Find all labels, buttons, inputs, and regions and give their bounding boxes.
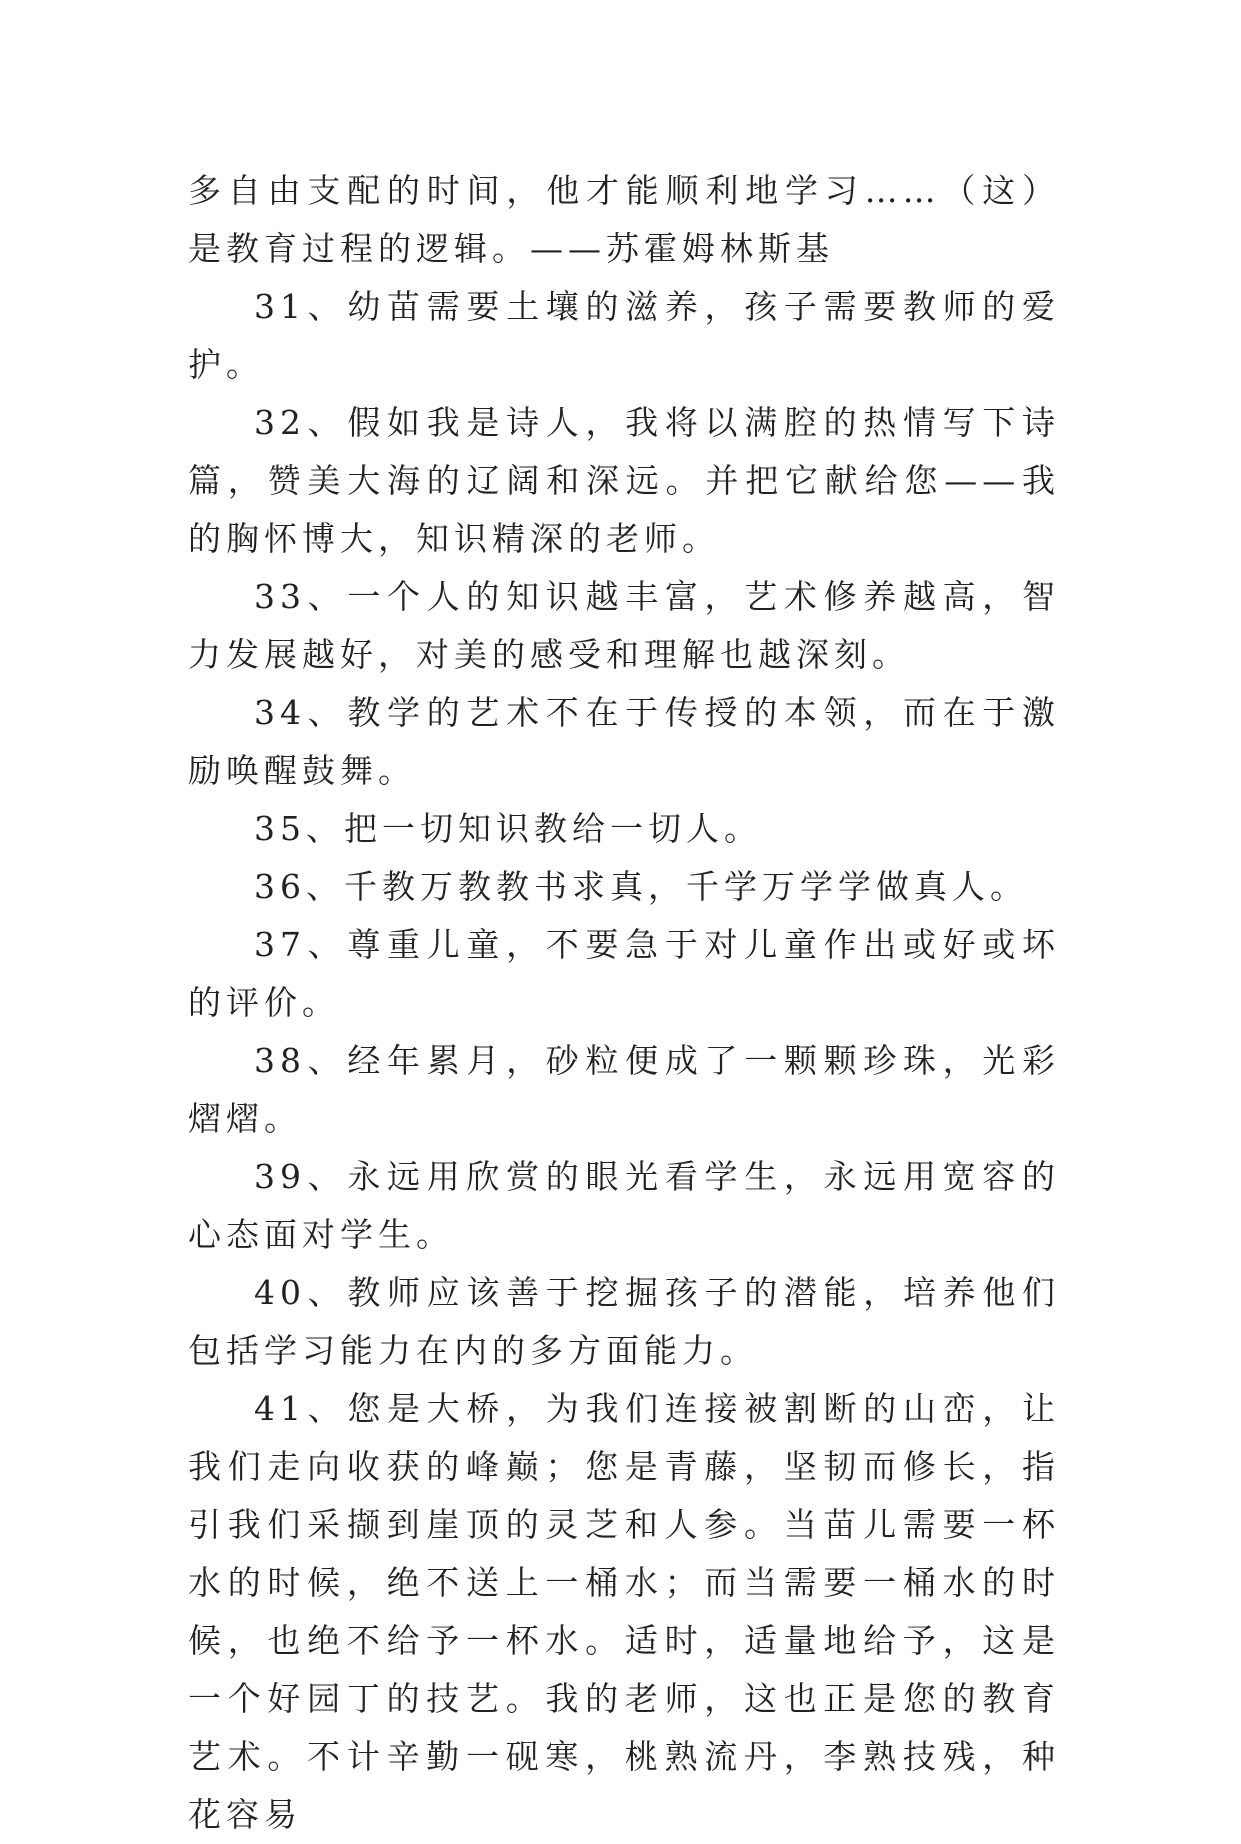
paragraph-36: 36、千教万教教书求真，千学万学学做真人。 — [254, 867, 1028, 906]
paragraph-38: 38、经年累月，砂粒便成了一颗颗珍珠，光彩熠熠。 — [188, 1041, 1060, 1138]
paragraph-31: 31、幼苗需要土壤的滋养，孩子需要教师的爱护。 — [188, 287, 1060, 384]
paragraph-40: 40、教师应该善于挖掘孩子的潜能，培养他们包括学习能力在内的多方面能力。 — [188, 1273, 1060, 1370]
document-body — [188, 162, 1060, 1844]
paragraph-32: 32、假如我是诗人，我将以满腔的热情写下诗篇，赞美大海的辽阔和深远。并把它献给您——我的胸怀博大，知识精深的老师。 — [188, 403, 1060, 558]
paragraph-41: 41、您是大桥，为我们连接被割断的山峦，让我们走向收获的峰巅；您是青藤，坚韧而修长，指引我们采撷到崖顶的灵芝和人参。当苗儿需要一杯水的时候，绝不送上一桶水；而当需要一桶水的时候，也绝不给予一杯水。适时，适量地给予，这是一个好园丁的技艺。我的老师，这也正是您的教育艺术。不计辛勤一砚寒，桃熟流丹，李熟技残，种花容易 — [188, 1389, 1060, 1834]
paragraph-continuation: 多自由支配的时间，他才能顺利地学习……（这）是教育过程的逻辑。——苏霍姆林斯基 — [188, 171, 1060, 268]
paragraph-33: 33、一个人的知识越丰富，艺术修养越高，智力发展越好，对美的感受和理解也越深刻。 — [188, 577, 1060, 674]
paragraph-37: 37、尊重儿童，不要急于对儿童作出或好或坏的评价。 — [188, 925, 1060, 1022]
paragraph-39: 39、永远用欣赏的眼光看学生，永远用宽容的心态面对学生。 — [188, 1157, 1060, 1254]
paragraph-34: 34、教学的艺术不在于传授的本领，而在于激励唤醒鼓舞。 — [188, 693, 1060, 790]
paragraph-35: 35、把一切知识教给一切人。 — [254, 809, 762, 848]
